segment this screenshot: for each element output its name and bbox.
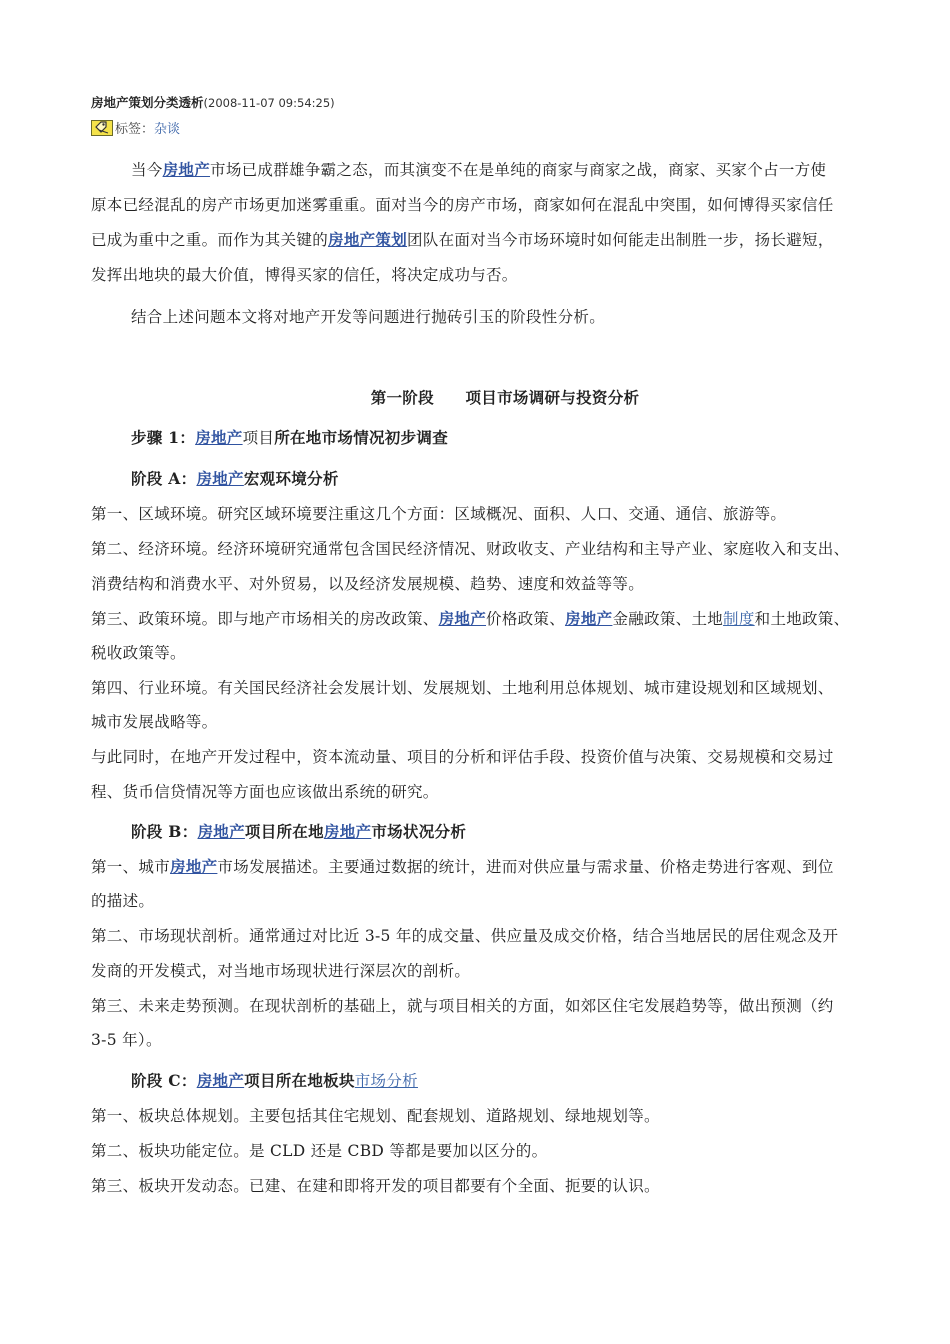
stage-a-item-3-line-1 [91,607,849,629]
link-real-estate[interactable]: 房地产 [195,428,243,447]
text-segment: 市场已成群雄争霸之态，而其演变不在是单纯的商家与商家之战，商家、买家个占一方使 [210,161,827,179]
stage-a-item-4-line-1: 第四、行业环境。有关国民经济社会发展计划、发展规划、土地利用总体规划、城市建设规划和区域规划、 [91,679,834,697]
text-segment: 步骤 1： [131,428,196,447]
text-segment: 金融政策、土地 [612,610,724,628]
stage-b-heading [131,820,466,842]
link-real-estate[interactable]: 房地产 [162,160,211,179]
stage-heading: 第一阶段 项目市场调研与投资分析 [370,388,640,407]
link-real-estate[interactable]: 房地产 [170,857,218,876]
stage-b-item-2-line-1: 第二、市场现状剖析。通常通过对比近 3-5 年的成交量、供应量及成交价格，结合当地居民的居住观念及开 [91,927,839,945]
stage-c-item-1: 第一、板块总体规划。主要包括其住宅规划、配套规划、道路规划、绿地规划等。 [91,1107,660,1125]
stage-b-item-2-line-2: 发商的开发模式，对当地市场现状进行深层次的剖析。 [91,962,471,980]
link-system[interactable]: 制度 [723,610,755,628]
text-segment: 市场状况分析 [371,822,467,841]
stage-a-item-5-line-2: 程、货币信贷情况等方面也应该做出系统的研究。 [91,783,439,801]
stage-a-heading [131,467,339,489]
stage-c-item-2: 第二、板块功能定位。是 CLD 还是 CBD 等都是要加以区分的。 [91,1142,548,1160]
link-market-analysis[interactable]: 市场分析 [354,1072,418,1090]
text-segment: 宏观环境分析 [243,469,339,488]
article-title: 房地产策划分类透析 [91,95,204,110]
text-segment: 和土地政策、 [754,610,850,628]
article-timestamp: (2008-11-07 09:54:25) [203,96,335,110]
stage-a-item-3-line-2: 税收政策等。 [91,644,186,662]
text-segment: 阶段 C： [131,1071,197,1090]
stage-b-item-3-line-1: 第三、未来走势预测。在现状剖析的基础上，就与项目相关的方面，如郊区住宅发展趋势等，做出预测（约 [91,997,834,1015]
tag-icon [91,120,113,136]
text-segment: 价格政策、 [486,610,566,628]
stage-b-item-3-line-2: 3-5 年）。 [91,1031,162,1049]
intro-line-2: 原本已经混乱的房产市场更加迷雾重重。面对当今的房产市场，商家如何在混乱中突围，如何博得买家信任 [91,196,834,214]
link-real-estate[interactable]: 房地产 [323,822,372,841]
text-segment: 阶段 B： [131,822,198,841]
text-segment: 所在地市场情况初步调查 [274,428,449,447]
text-segment: 团队在面对当今市场环境时如何能走出制胜一步，扬长避短， [407,231,834,249]
text-segment: 项目 [242,429,275,447]
text-segment: 第三、政策环境。即与地产市场相关的房改政策、 [91,610,439,628]
stage-b-item-1-line-1 [91,855,834,877]
stage-a-item-2-line-1: 第二、经济环境。经济环境研究通常包含国民经济情况、财政收支、产业结构和主导产业、家庭收入和支出、 [91,540,850,558]
link-real-estate[interactable]: 房地产 [565,609,613,628]
article-header [91,93,335,111]
stage-c-heading [131,1069,418,1091]
link-real-estate[interactable]: 房地产 [196,1071,245,1090]
tag-link[interactable]: 杂谈 [154,122,181,137]
stage-a-item-5-line-1: 与此同时，在地产开发过程中，资本流动量、项目的分析和评估手段、投资价值与决策、交易规模和交易过 [91,748,834,766]
step1-heading [131,426,448,448]
intro-line-1 [131,158,826,180]
intro-line-4: 发挥出地块的最大价值，博得买家的信任，将决定成功与否。 [91,266,518,284]
text-segment: 项目所在地板块 [244,1071,355,1090]
stage-c-item-3: 第三、板块开发动态。已建、在建和即将开发的项目都要有个全面、扼要的认识。 [91,1177,660,1195]
link-real-estate[interactable]: 房地产 [197,822,245,841]
text-segment: 当今 [131,161,163,179]
stage-a-item-4-line-2: 城市发展战略等。 [91,713,218,731]
link-real-estate[interactable]: 房地产 [196,469,244,488]
stage-b-item-1-line-2: 的描述。 [91,892,155,910]
stage-a-item-1: 第一、区域环境。研究区域环境要注重这几个方面：区域概况、面积、人口、交通、通信、旅游等。 [91,505,787,523]
text-segment: 市场发展描述。主要通过数据的统计，进而对供应量与需求量、价格走势进行客观、到位 [217,858,834,876]
stage-a-item-2-line-2: 消费结构和消费水平、对外贸易，以及经济发展规模、趋势、速度和效益等等。 [91,575,645,593]
text-segment: 已成为重中之重。而作为其关键的 [91,231,329,249]
text-segment: 第一、城市 [91,858,171,876]
link-real-estate-planning[interactable]: 房地产策划 [328,230,408,249]
link-real-estate[interactable]: 房地产 [438,609,487,628]
intro-line-3 [91,228,834,250]
text-segment: 阶段 A： [131,469,197,488]
tag-line [91,118,180,137]
intro-paragraph-2: 结合上述问题本文将对地产开发等问题进行抛砖引玉的阶段性分析。 [131,308,606,326]
tag-label: 标签： [115,122,155,137]
text-segment: 项目所在地 [244,822,324,841]
